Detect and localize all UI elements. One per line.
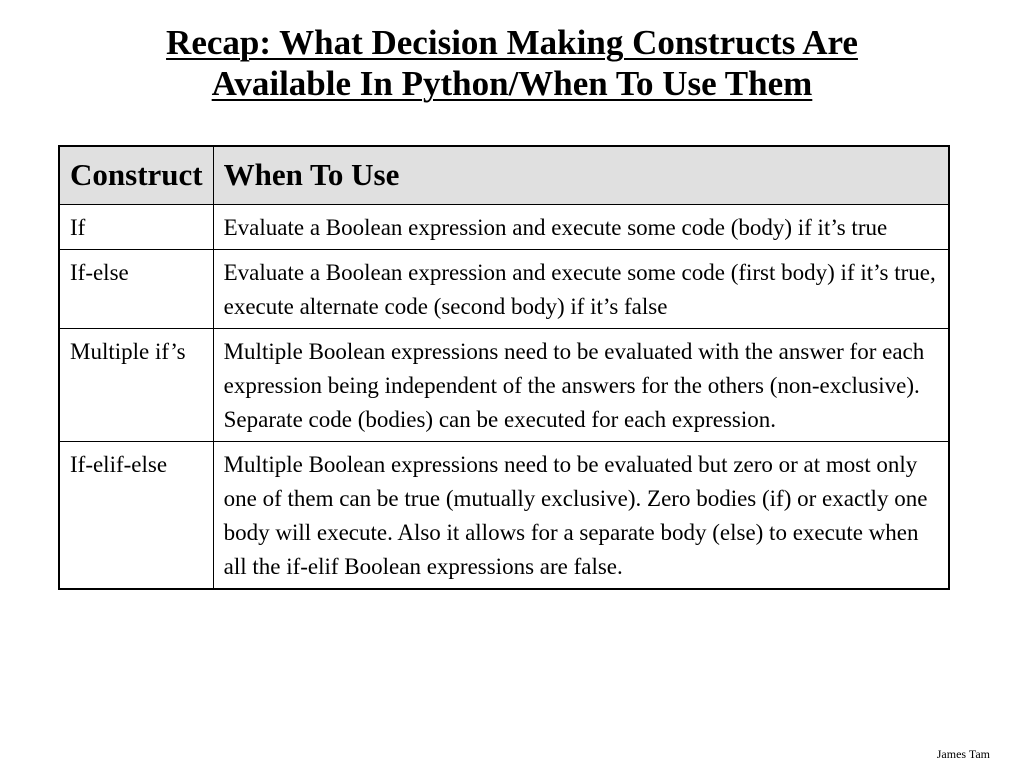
construct-cell: Multiple if’s bbox=[59, 328, 213, 441]
when-to-use-cell: Multiple Boolean expressions need to be evaluated but zero or at most only one of them can be true (mutually exclusive). Zero bodies (if) or exactly one body will execute. Also it allows for a separate body (else) to execute when all the if-elif Boolean expressions are false. bbox=[213, 441, 949, 589]
slide-title bbox=[0, 22, 1024, 104]
construct-cell: If-else bbox=[59, 249, 213, 328]
table-row bbox=[59, 204, 949, 249]
title-line-1: Recap: What Decision Making Constructs Are bbox=[166, 23, 858, 62]
when-to-use-cell: Evaluate a Boolean expression and execute some code (first body) if it’s true, execute alternate code (second body) if it’s false bbox=[213, 249, 949, 328]
constructs-table bbox=[58, 145, 950, 590]
table-row bbox=[59, 249, 949, 328]
header-construct: Construct bbox=[59, 146, 213, 204]
footer-author: James Tam bbox=[936, 747, 990, 761]
table-row bbox=[59, 441, 949, 589]
table-row bbox=[59, 328, 949, 441]
construct-cell: If-elif-else bbox=[59, 441, 213, 589]
construct-cell: If bbox=[59, 204, 213, 249]
title-line-2: Available In Python/When To Use Them bbox=[211, 64, 813, 103]
when-to-use-cell: Multiple Boolean expressions need to be evaluated with the answer for each expression being independent of the answers for the others (non-exclusive). Separate code (bodies) can be executed for each expression. bbox=[213, 328, 949, 441]
table-header-row bbox=[59, 146, 949, 204]
header-when-to-use: When To Use bbox=[213, 146, 949, 204]
when-to-use-cell: Evaluate a Boolean expression and execute some code (body) if it’s true bbox=[213, 204, 949, 249]
